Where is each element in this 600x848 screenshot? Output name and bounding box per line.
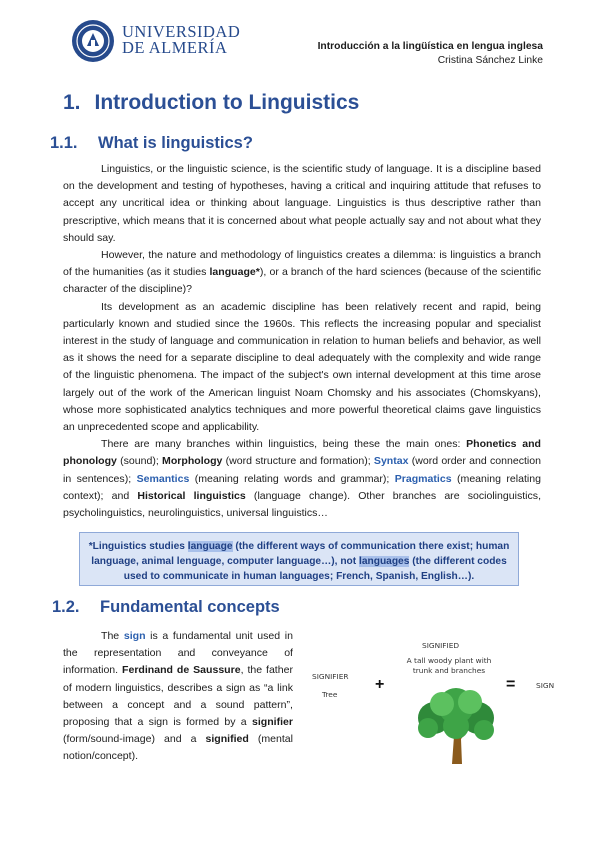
sign-label: SIGN [536,681,555,690]
paragraph: Linguistics, or the linguistic science, is the scientific study of language. It is a discipline based on the development and testing of hypotheses, having a critical and inquiring attitude that refuses to accept any uncritical idea or thinking about language. Linguistics is thus descriptive rather than prescriptive, which means that it is concerned about what people actually say and not about what they should say. [63,163,541,244]
paragraph: However, the nature and methodology of linguistics creates a dilemma: is linguistics a branch of the humanities (as it studies language*), or a branch of the hard sciences (because of the scientific character of the discipline)? [63,249,541,296]
section-heading-fundamental-concepts: 1.2. Fundamental concepts [52,598,280,616]
signified-label: SIGNIFIED [422,641,460,650]
university-name: UNIVERSIDAD DE ALMERÍA [122,22,241,57]
plus-sign: + [375,676,385,693]
tree-icon [412,688,502,764]
signifier-label: SIGNIFIER [312,672,349,681]
paragraph: There are many branches within linguistics, being these the main ones: Phonetics and phonology (sound); Morphology (word structure and formation); Syntax (word order and connection in sentences); Semantics (meaning relating words and grammar); Pragmatics (meaning relating context); and Historical linguistics (language change). Other branches are sociolinguistics, psycholinguistics, neurolinguistics, universal linguistics… [63,438,541,520]
sign-diagram [312,636,562,766]
university-seal-icon [70,18,116,64]
section-heading-what-is-linguistics: 1.1. What is linguistics? [50,134,253,152]
section-body [63,161,541,522]
equals-sign: = [506,676,516,693]
paragraph: Its development as an academic discipline has been relatively recent and rapid, being particularly known and studied since the 1960s. This reflects the increasing popular and specialist interest in the study of language and communication in relation to human beliefs and behavior, as well as it shows the need for a separate discipline to deal adequately with the complexity and wide range of the linguistic phenomena. The impact of the subject's own internal development at this time arose largely out of the work of the American linguist Noam Chomsky and his associates (Chomskyans), whose more sophisticated analytics techniques and more powerful theoretical claims gave linguistics an unprecedented scope and applicability. [63,300,541,434]
chapter-title: 1. Introduction to Linguistics [63,91,360,114]
author-name: Cristina Sánchez Linke [437,55,543,66]
signified-value: A tall woody plant with trunk and branches [406,656,492,675]
signifier-value: Tree [322,690,338,699]
university-logo [70,18,250,68]
sign-definition-text: The sign is a fundamental unit used in the representation and conveyance of information. Ferdinand de Saussure, the father of modern linguistics, describes a sign as “a link between a concept and a sound pattern”, proposing that a sign is formed by a signifier (form/sound-image) and a signified (mental notion/concept). [63,630,293,763]
language-note-box: *Linguistics studies language (the different ways of communication there exist; human language, animal lenguage, computer language…), not languages (the different codes used to communicate in human languages; French, Spanish, English…). [79,532,519,586]
course-title: Introducción a la lingüística en lengua inglesa [317,41,543,52]
document-header [318,40,543,68]
